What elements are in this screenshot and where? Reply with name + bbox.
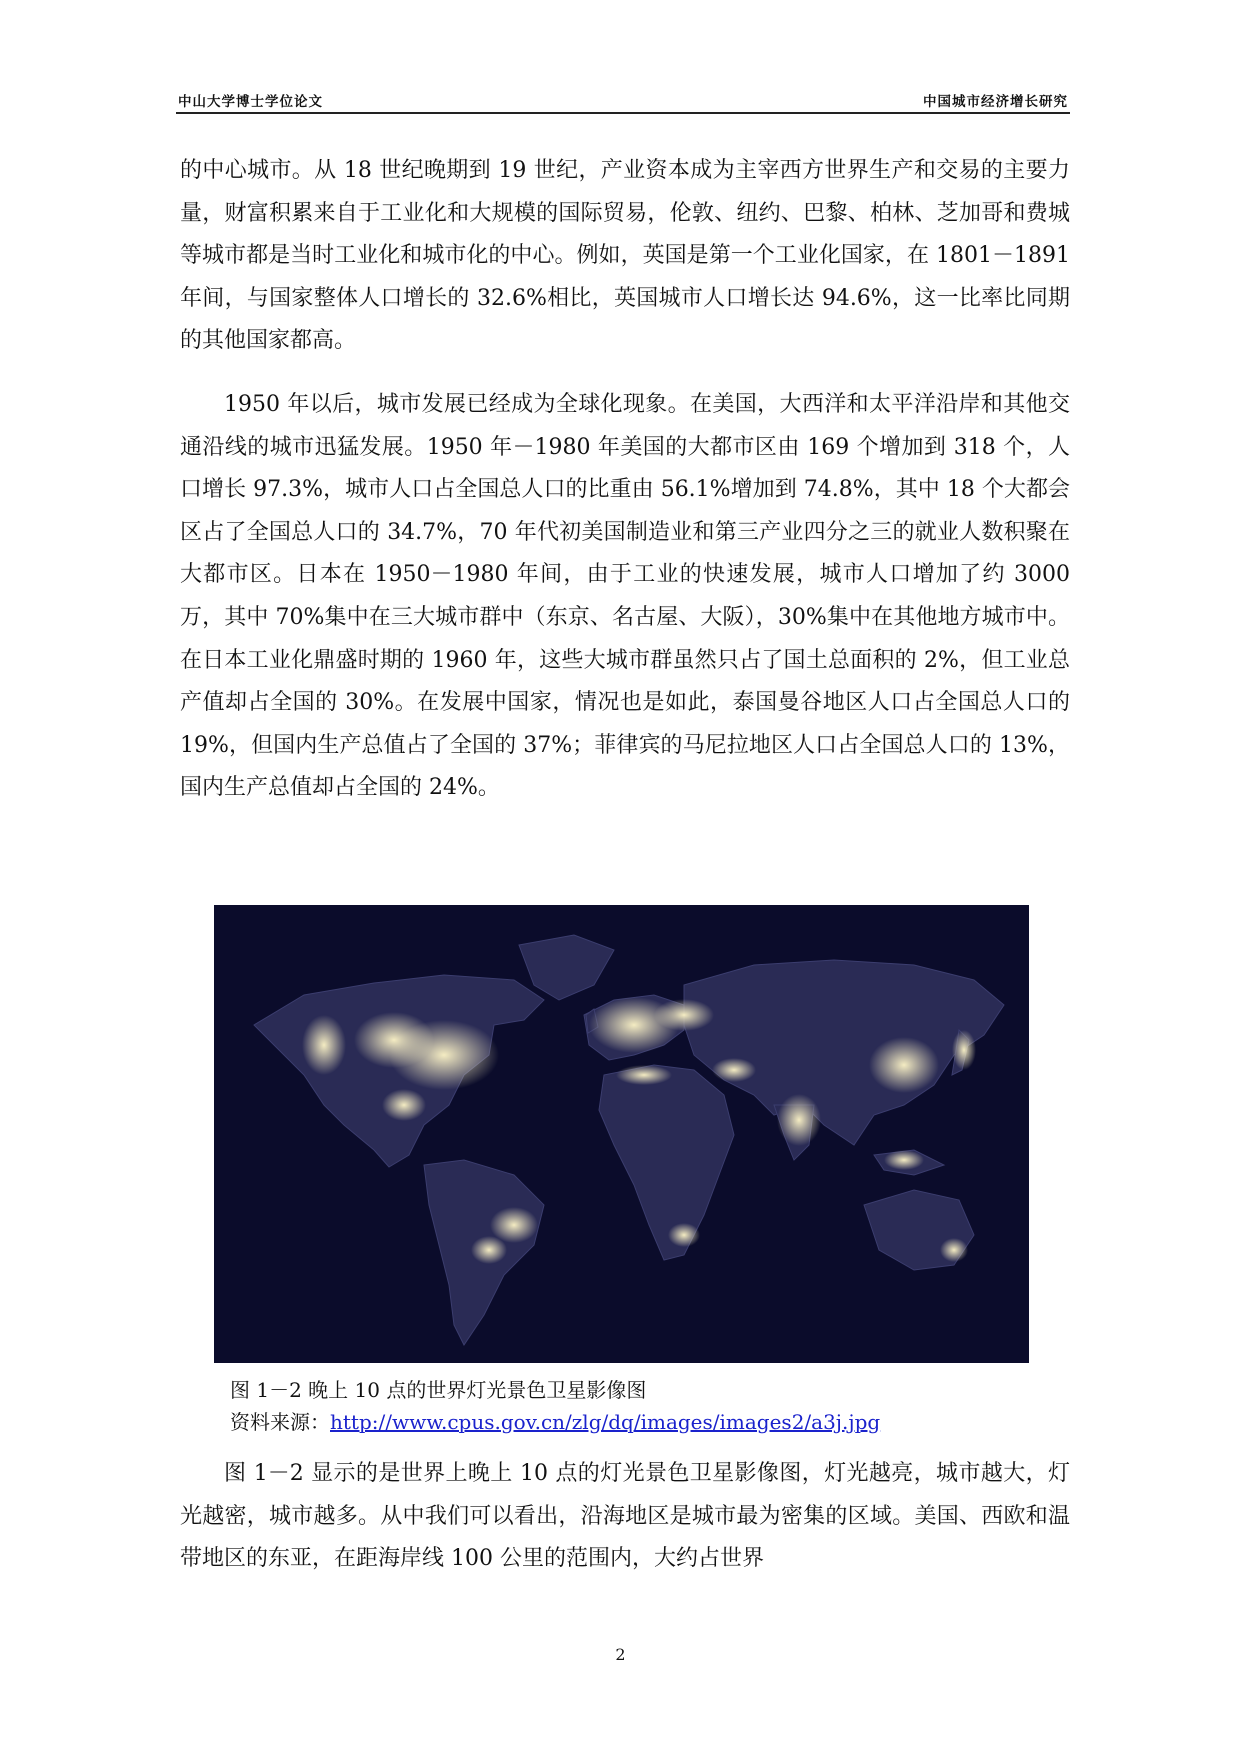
body-paragraph-2: 1950 年以后，城市发展已经成为全球化现象。在美国，大西洋和太平洋沿岸和其他交通沿线的城市迅猛发展。1950 年－1980 年美国的大都市区由 169 个增加到 318 个，人口增长 97.3%，城市人口占全国总人口的比重由 56.1%增加到 74.8%，其中 18 个大都会区占了全国总人口的 34.7%，70 年代初美国制造业和第三产业四分之三的就业人数积聚在大都市区。日本在 1950－1980 年间，由于工业的快速发展，城市人口增加了约 3000 万，其中 70%集中在三大城市群中（东京、名古屋、大阪），30%集中在其他地方城市中。在日本工业化鼎盛时期的 1960 年，这些大城市群虽然只占了国土总面积的 2%，但工业总产值却占全国的 30%。在发展中国家，情况也是如此，泰国曼谷地区人口占全国总人口的 19%，但国内生产总值占了全国的 37%；菲律宾的马尼拉地区人口占全国总人口的 13%，国内生产总值却占全国的 24%。 bbox=[180, 392, 1070, 801]
header-chapter-title: 中国城市经济增长研究 bbox=[923, 94, 1068, 110]
page-number: 2 bbox=[615, 1645, 626, 1664]
world-night-lights-image bbox=[214, 905, 1029, 1363]
header-thesis-title: 中山大学博士学位论文 bbox=[178, 94, 323, 110]
figure-source-link[interactable]: http://www.cpus.gov.cn/zlg/dq/images/images2/a3j.jpg bbox=[330, 1410, 881, 1434]
figure-caption: 图 1－2 晚上 10 点的世界灯光景色卫星影像图 bbox=[230, 1378, 647, 1402]
figure-source-label: 资料来源： bbox=[230, 1410, 330, 1434]
running-header bbox=[176, 86, 1070, 114]
body-paragraph-3: 图 1－2 显示的是世界上晚上 10 点的灯光景色卫星影像图，灯光越亮，城市越大，灯光越密，城市越多。从中我们可以看出，沿海地区是城市最为密集的区域。美国、西欧和温带地区的东亚，在距海岸线 100 公里的范围内，大约占世界 bbox=[180, 1461, 1070, 1572]
body-paragraph-1: 的中心城市。从 18 世纪晚期到 19 世纪，产业资本成为主宰西方世界生产和交易的主要力量，财富积累来自于工业化和大规模的国际贸易，伦敦、纽约、巴黎、柏林、芝加哥和费城等城市都是当时工业化和城市化的中心。例如，英国是第一个工业化国家，在 1801－1891 年间，与国家整体人口增长的 32.6%相比，英国城市人口增长达 94.6%，这一比率比同期的其他国家都高。 bbox=[180, 158, 1070, 354]
figure-source bbox=[230, 1408, 880, 1436]
world-map-graphic bbox=[214, 905, 1029, 1363]
